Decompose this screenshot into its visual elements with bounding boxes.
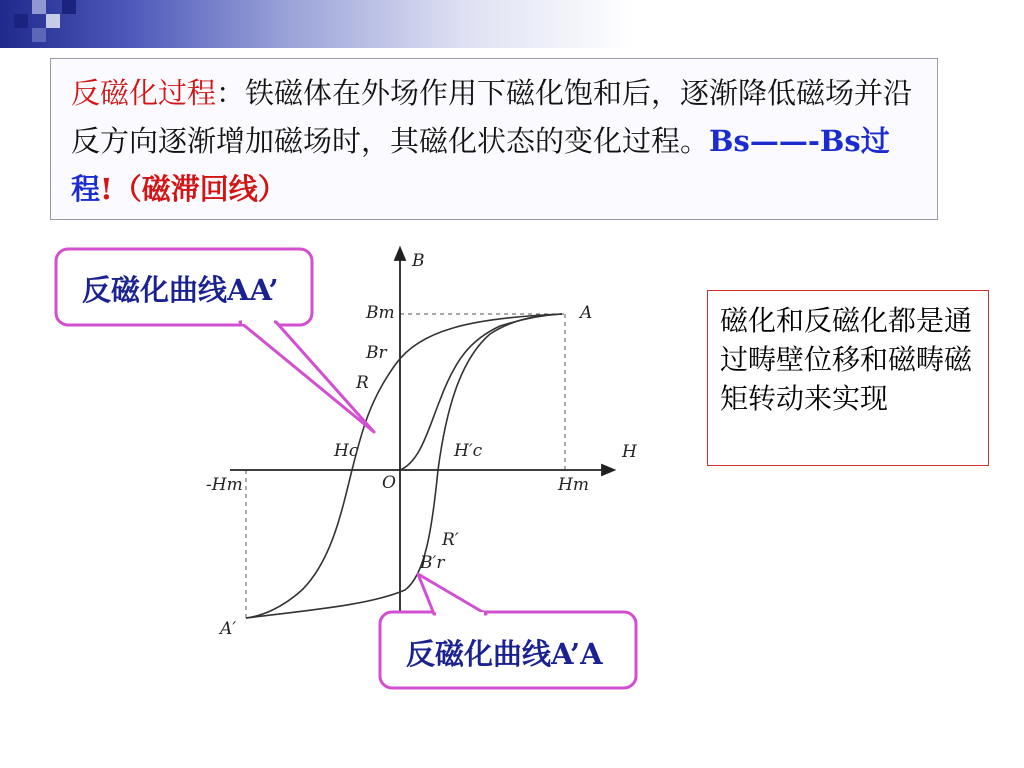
b-axis-arrow (395, 248, 405, 260)
intro-process-suffix: 过程 (71, 124, 890, 206)
origin-label: O (382, 473, 396, 493)
br-prime-label: B′r (420, 553, 445, 573)
point-a-prime-label: A′ (220, 619, 237, 639)
h-axis-label: H (622, 442, 637, 462)
upper-callout-text: 反磁化曲线AA’ (82, 273, 279, 307)
b-axis-label: B (412, 251, 425, 271)
hc-prime-label: H′c (454, 441, 483, 461)
point-a-label: A (580, 303, 593, 323)
br-label: Br (366, 343, 387, 363)
lower-callout-text: 反磁化曲线A’A (406, 637, 603, 671)
note-box (707, 290, 989, 466)
hc-label: Hc (334, 441, 359, 461)
r-prime-label: R′ (442, 530, 459, 550)
bm-label: Bm (366, 303, 395, 323)
intro-hysteresis: （磁滞回线） (112, 172, 287, 206)
intro-bs-path: Bs——-Bs (709, 124, 861, 158)
note-text: 磁化和反磁化都是通过畴壁位移和磁畴磁矩转动来实现 (720, 304, 973, 415)
intro-colon: ： (216, 76, 246, 110)
neg-hm-label: -Hm (206, 475, 243, 495)
intro-definition: 铁磁体在外场作用下磁化饱和后，逐渐降低磁场并沿反方向逐渐增加磁场时，其磁化状态的变化过程。 (71, 76, 913, 158)
r-label: R (356, 373, 369, 393)
lower-callout-pointer (418, 574, 486, 614)
hm-label: Hm (558, 475, 589, 495)
upper-callout-pointer (240, 322, 374, 432)
h-axis-arrow (602, 465, 614, 475)
intro-term: 反磁化过程 (71, 76, 217, 110)
intro-exclaim: ! (100, 172, 113, 206)
